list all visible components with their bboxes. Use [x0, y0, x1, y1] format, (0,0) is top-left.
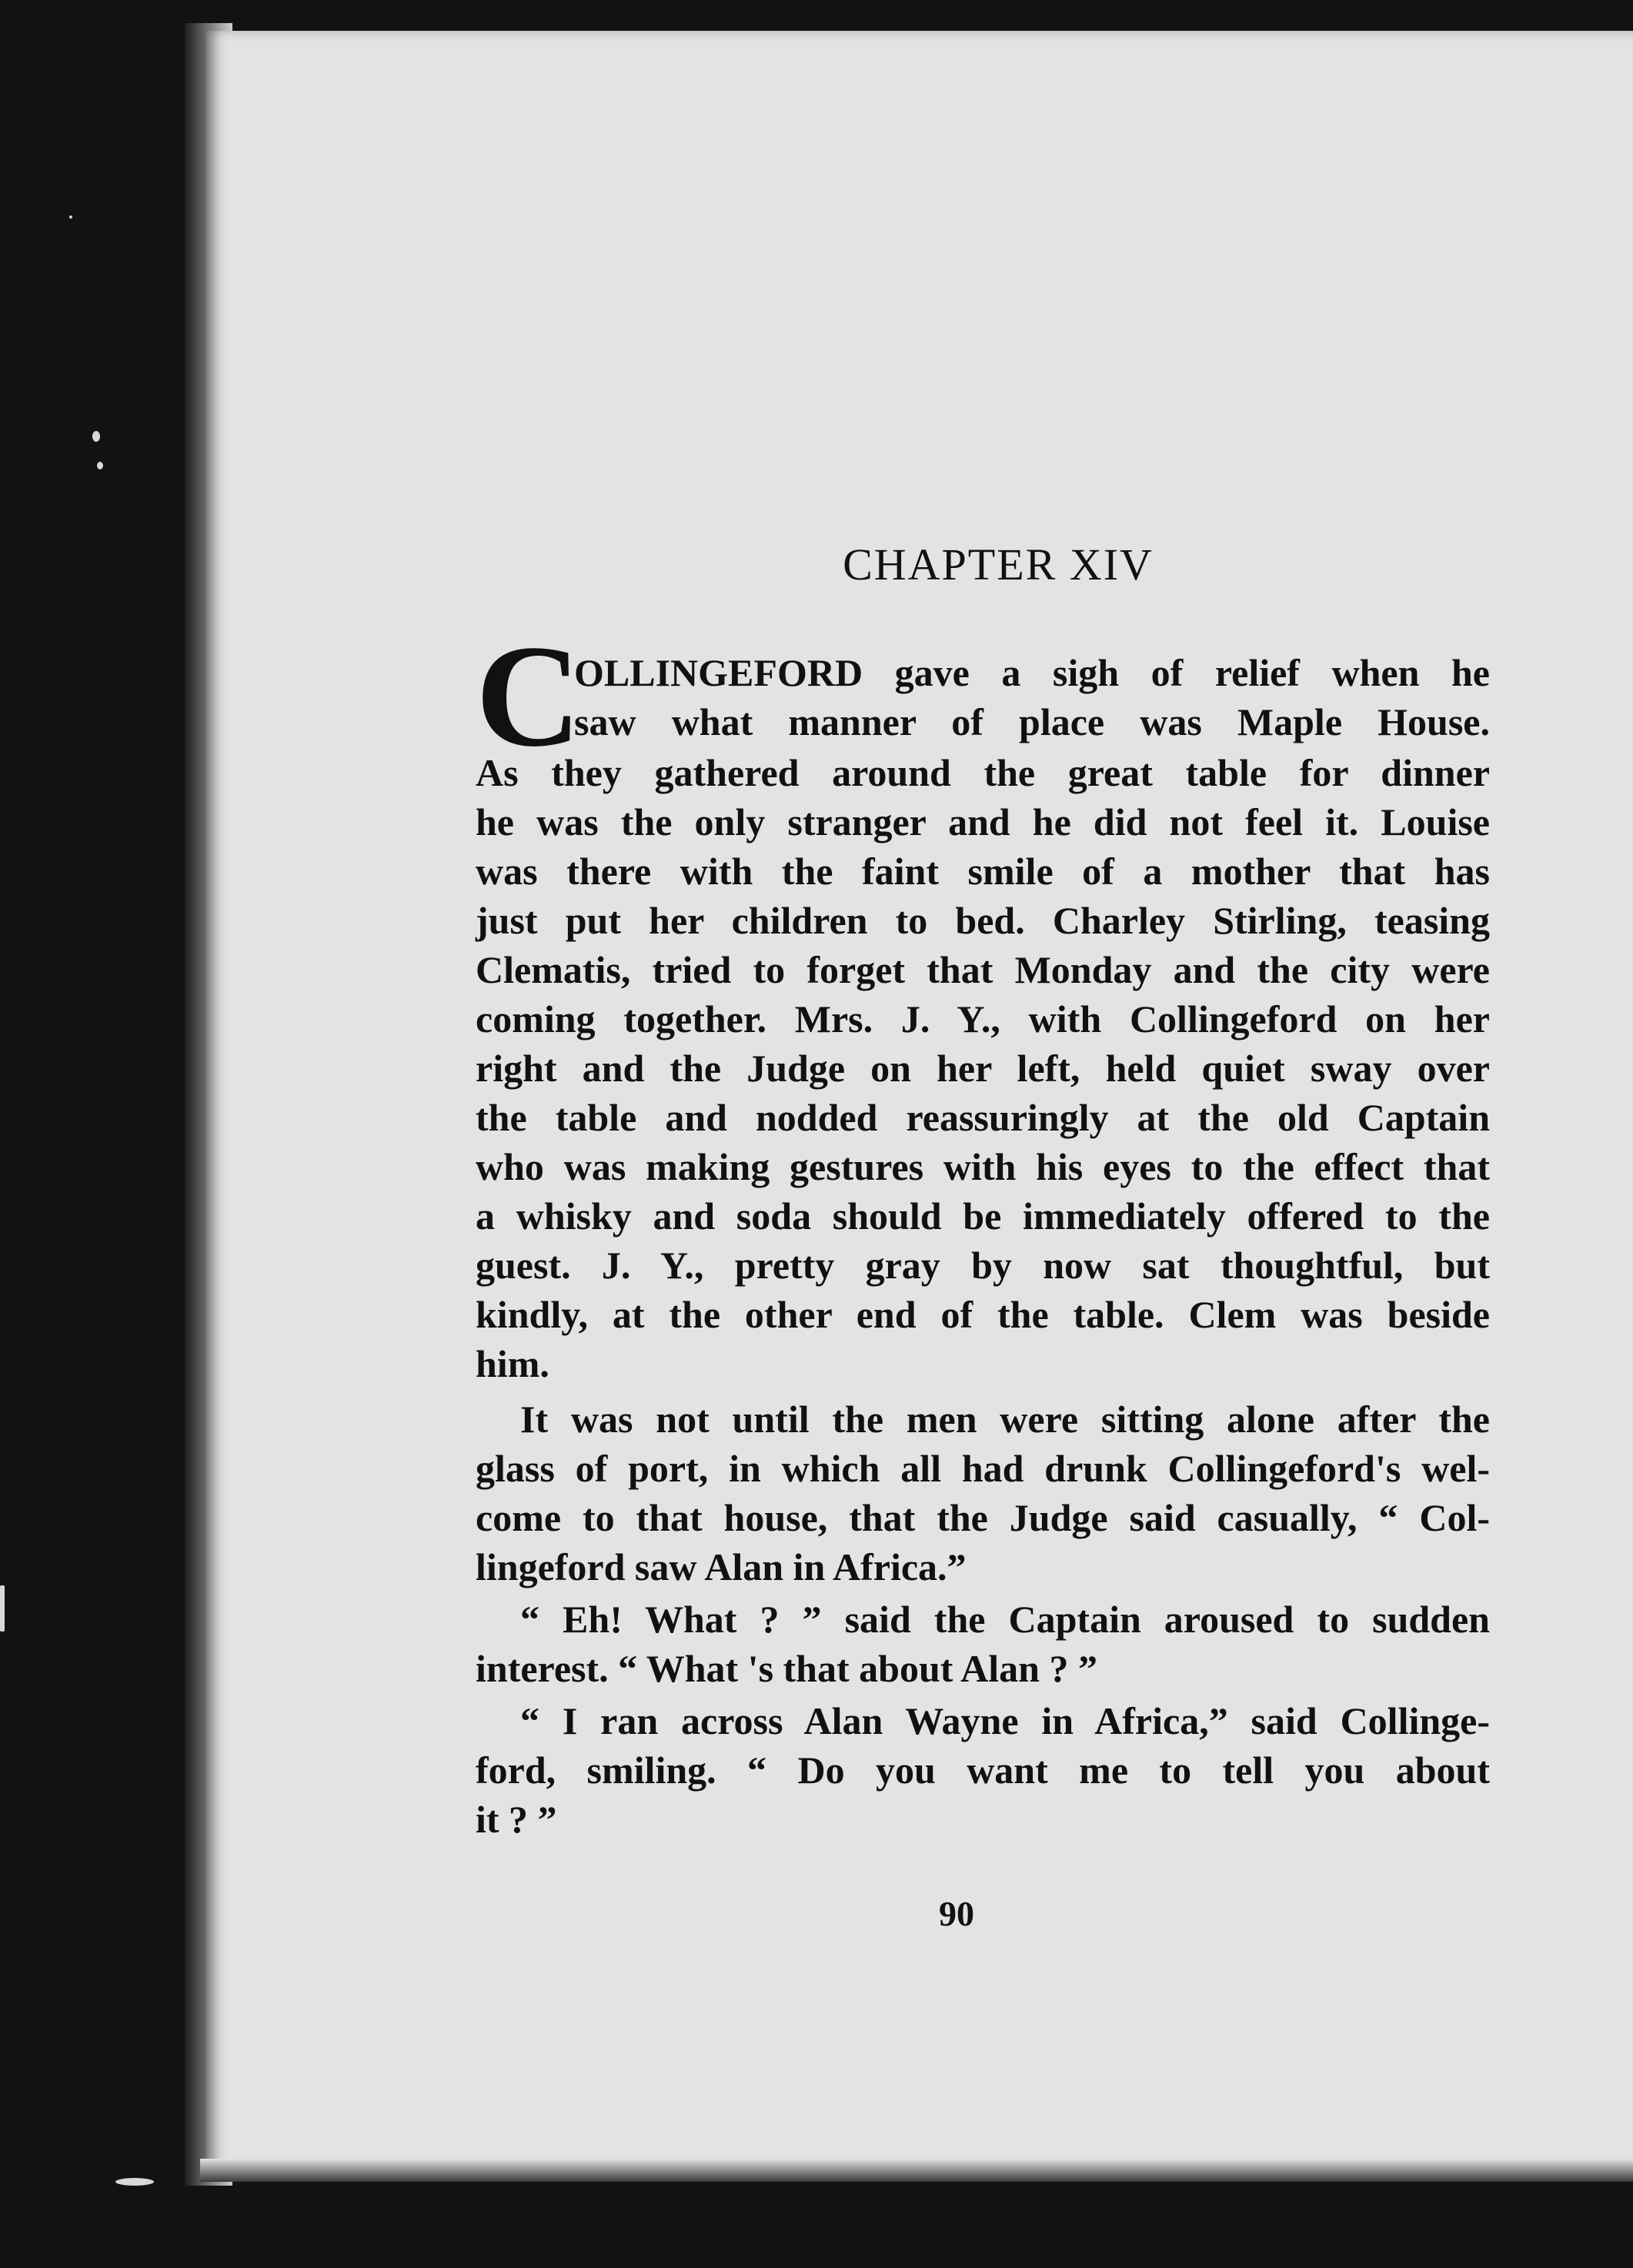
- text-line: guest. J. Y., pretty gray by now sat thoughtful, but: [476, 1244, 1490, 1287]
- text-line: come to that house, that the Judge said casually, “ Col-: [476, 1496, 1490, 1539]
- text-line: him.: [476, 1342, 549, 1385]
- text-line: the table and nodded reassuringly at the old Captain: [476, 1096, 1490, 1139]
- text-line: As they gathered around the great table for dinner: [476, 751, 1490, 794]
- text-line: it ? ”: [476, 1798, 557, 1841]
- text-line: glass of port, in which all had drunk Collingeford's wel-: [476, 1447, 1490, 1490]
- text-line: “ Eh! What ? ” said the Captain aroused to sudden: [520, 1598, 1490, 1641]
- text-line: coming together. Mrs. J. Y., with Collingeford on her: [476, 997, 1490, 1040]
- text-line: Clematis, tried to forget that Monday and the city were: [476, 948, 1490, 991]
- text-line: OLLINGEFORD gave a sigh of relief when he: [574, 651, 1490, 694]
- text-line: a whisky and soda should be immediately offered to the: [476, 1194, 1490, 1238]
- margin-speck: [69, 215, 72, 219]
- margin-speck: [97, 462, 103, 469]
- page-number: 90: [939, 1894, 974, 1933]
- text-line: who was making gestures with his eyes to the effect that: [476, 1145, 1490, 1188]
- text-line: “ I ran across Alan Wayne in Africa,” said Collinge-: [520, 1699, 1490, 1742]
- text-line: was there with the faint smile of a mother that has: [476, 850, 1490, 893]
- text-line: lingeford saw Alan in Africa.”: [476, 1545, 967, 1588]
- page-bottom-edge: [200, 2159, 1633, 2182]
- text-line: It was not until the men were sitting alone after the: [520, 1398, 1490, 1441]
- drop-cap: C: [476, 616, 582, 777]
- text-line: right and the Judge on her left, held quiet sway over: [476, 1047, 1490, 1090]
- margin-speck: [92, 431, 100, 442]
- chapter-heading: CHAPTER XIV: [843, 539, 1154, 590]
- text-line: interest. “ What 's that about Alan ? ”: [476, 1647, 1097, 1690]
- text-line: he was the only stranger and he did not feel it. Louise: [476, 800, 1490, 843]
- text-line: just put her children to bed. Charley Stirling, teasing: [476, 899, 1490, 942]
- text-line: saw what manner of place was Maple House.: [574, 700, 1490, 743]
- text-line: ford, smiling. “ Do you want me to tell you about: [476, 1749, 1490, 1792]
- margin-speck: [0, 1585, 5, 1632]
- margin-speck: [115, 2178, 154, 2186]
- text-line: kindly, at the other end of the table. Clem was beside: [476, 1293, 1490, 1336]
